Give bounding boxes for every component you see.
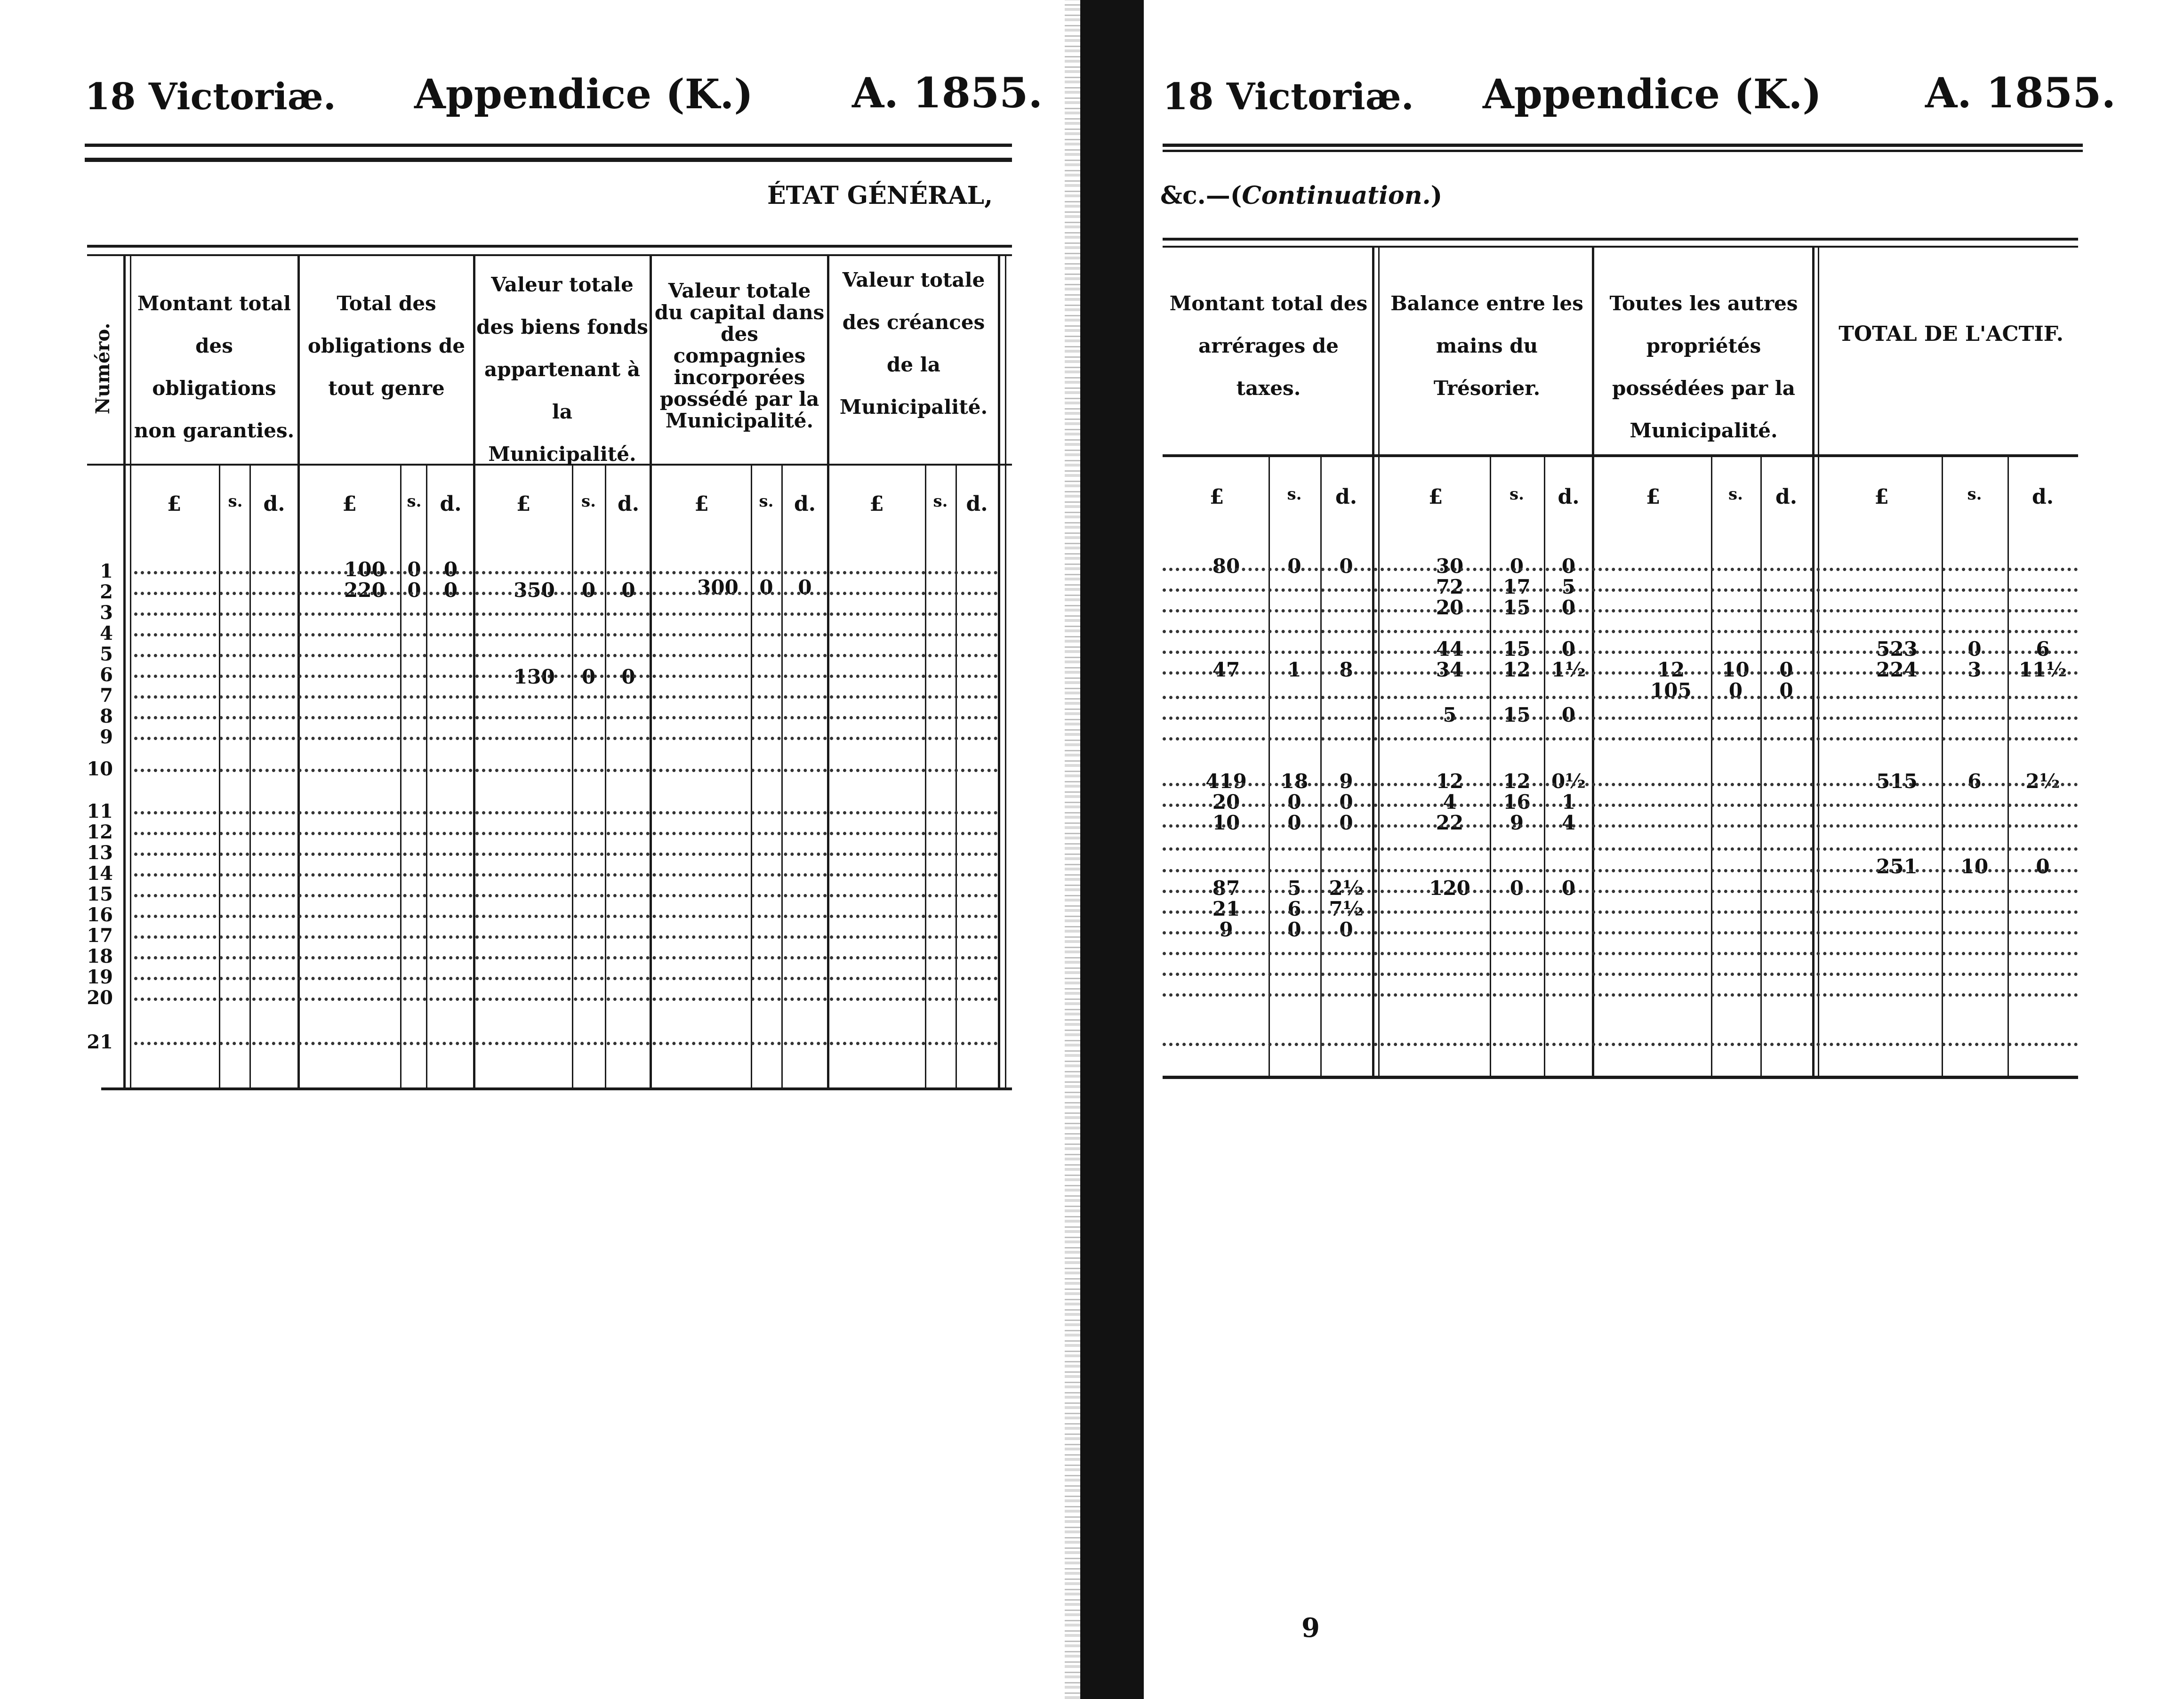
left-col-sep-0b — [130, 254, 131, 1087]
cell-arrears-pence: 7½ — [1329, 897, 1364, 920]
row-number: 18 — [87, 945, 113, 967]
right-col-sep-3 — [1812, 246, 1815, 1076]
unit-pound: £ — [1646, 485, 1661, 509]
right-session-header: 18 Victoriæ. — [1163, 75, 1414, 118]
cell-arrears-pound: 419 — [1205, 770, 1247, 793]
left-col-sep-3 — [650, 254, 652, 1087]
cell-treasurer-shilling: 9 — [1510, 811, 1524, 834]
right-sub-sep — [2007, 454, 2009, 1076]
unit-pence: d. — [1775, 485, 1798, 509]
col-head-company-capital: Valeur totale du capital dans des compagnies incorporées possédé par la Municipalité. — [654, 279, 825, 432]
cell-total-shilling: 3 — [1967, 658, 1982, 681]
cell-total-pence: 0 — [2036, 855, 2050, 878]
cell-treasurer-pound: 20 — [1436, 596, 1464, 619]
cell-treasurer-shilling: 0 — [1510, 555, 1524, 578]
col-head-receivables: Valeur totale des créances de la Municipalité. — [839, 268, 988, 419]
cell-treasurer-pound: 44 — [1436, 637, 1464, 660]
cell-treasurer-shilling: 16 — [1503, 790, 1531, 813]
left-table-top-rule — [87, 245, 1012, 248]
unit-shilling: s. — [1287, 485, 1302, 504]
left-col-sep-5b — [1005, 254, 1006, 1087]
right-sub-sep — [1544, 454, 1545, 1076]
left-sub-sep — [925, 464, 926, 1087]
cell-real-estate-pound: 130 — [514, 665, 555, 688]
unit-pence: d. — [263, 492, 285, 516]
left-sub-sep — [956, 464, 957, 1087]
cell-total-obligations-pound: 100 — [344, 558, 385, 581]
cell-total-obligations-pence: 0 — [443, 558, 458, 581]
right-table-bottom-rule — [1163, 1076, 2078, 1079]
cell-total-shilling: 10 — [1960, 855, 1989, 878]
row-number: 4 — [100, 622, 113, 644]
cell-arrears-shilling: 1 — [1287, 658, 1301, 681]
row-number: 10 — [87, 758, 113, 780]
row-number: 14 — [87, 862, 113, 885]
cell-treasurer-pence: 0½ — [1551, 770, 1586, 793]
cell-treasurer-pound: 12 — [1436, 770, 1464, 793]
row-number: 3 — [100, 602, 113, 624]
col-head-total-obligations: Total des obligations de tout genre — [307, 292, 466, 400]
left-header-rule-2 — [85, 158, 1012, 162]
row-header-label: Numéro. — [92, 322, 114, 414]
unit-pound: £ — [1428, 485, 1443, 509]
cell-arrears-pence: 2½ — [1329, 877, 1364, 900]
cell-arrears-pence: 9 — [1339, 770, 1353, 793]
left-table-bottom-rule — [101, 1087, 1012, 1090]
left-sub-sep — [400, 464, 401, 1087]
left-session-header: 18 Victoriæ. — [85, 75, 336, 118]
unit-pence: d. — [966, 492, 988, 516]
right-header-rule-2 — [1163, 150, 2083, 152]
row-number: 12 — [87, 821, 113, 843]
left-year-header: A. 1855. — [852, 68, 1043, 117]
right-header-rule-1 — [1163, 144, 2083, 147]
col-head-tax-arrears: Montant total des arrérages de taxes. — [1169, 292, 1368, 400]
cell-other-pound: 12 — [1657, 658, 1685, 681]
cell-arrears-pence: 0 — [1339, 555, 1353, 578]
cell-real-estate-pence: 0 — [621, 579, 635, 602]
unit-pence: d. — [617, 492, 640, 516]
cell-arrears-pound: 87 — [1212, 877, 1240, 900]
left-col-sep-1 — [297, 254, 300, 1087]
unit-pence: d. — [440, 492, 462, 516]
cell-company-capital-shilling: 0 — [759, 576, 773, 599]
left-col-sep-2 — [473, 254, 475, 1087]
right-col-sep-1b — [1378, 246, 1380, 1076]
unit-shilling: s. — [407, 492, 422, 511]
right-sub-sep — [1490, 454, 1491, 1076]
cell-arrears-shilling: 0 — [1287, 790, 1301, 813]
cell-treasurer-shilling: 0 — [1510, 877, 1524, 900]
cell-treasurer-pence: 4 — [1561, 811, 1576, 834]
cell-treasurer-pence: 0 — [1561, 596, 1576, 619]
cell-treasurer-shilling: 12 — [1503, 770, 1531, 793]
unit-shilling: s. — [759, 492, 774, 511]
cell-treasurer-pound: 4 — [1443, 790, 1457, 813]
right-table-top-rule-2 — [1163, 246, 2078, 248]
unit-shilling: s. — [581, 492, 596, 511]
cell-treasurer-pound: 34 — [1436, 658, 1464, 681]
cell-total-pound: 251 — [1876, 855, 1918, 878]
cell-treasurer-shilling: 15 — [1503, 703, 1531, 726]
cell-other-pound: 105 — [1650, 679, 1692, 702]
right-table-top-rule — [1163, 238, 2078, 241]
cell-real-estate-pence: 0 — [621, 665, 635, 688]
right-sub-sep — [1760, 454, 1762, 1076]
left-col-sep-5 — [998, 254, 1000, 1087]
col-head-real-estate: Valeur totale des biens fonds appartenant à la Municipalité. — [476, 273, 648, 466]
cell-treasurer-pence: 0 — [1561, 555, 1576, 578]
row-number: 2 — [100, 581, 113, 603]
row-number: 19 — [87, 966, 113, 988]
row-number: 8 — [100, 705, 113, 727]
cell-treasurer-pound: 120 — [1429, 877, 1470, 900]
unit-pence: d. — [1558, 485, 1580, 509]
cell-treasurer-pence: 1½ — [1551, 658, 1586, 681]
cell-total-pence: 6 — [2036, 637, 2050, 660]
row-number: 6 — [100, 664, 113, 686]
cell-real-estate-pound: 350 — [514, 579, 555, 602]
row-number: 21 — [87, 1031, 113, 1053]
left-col-sep-0 — [123, 254, 126, 1087]
cell-total-shilling: 0 — [1967, 637, 1982, 660]
right-sub-sep — [1269, 454, 1270, 1076]
cell-total-obligations-shilling: 0 — [407, 558, 421, 581]
cell-treasurer-shilling: 17 — [1503, 575, 1531, 598]
col-head-total-assets: TOTAL DE L'ACTIF. — [1839, 322, 2064, 346]
cell-total-shilling: 6 — [1967, 770, 1982, 793]
left-appendix-header: Appendice (K.) — [414, 71, 754, 118]
row-number: 1 — [100, 560, 113, 582]
left-table-top-rule-2 — [87, 254, 1012, 256]
left-header-rule-1 — [85, 144, 1012, 147]
unit-pound: £ — [167, 492, 182, 516]
row-number: 17 — [87, 925, 113, 947]
cell-treasurer-shilling: 12 — [1503, 658, 1531, 681]
unit-pound: £ — [869, 492, 884, 516]
right-sub-sep — [1711, 454, 1712, 1076]
cell-other-pence: 0 — [1779, 658, 1793, 681]
unit-pence: d. — [1335, 485, 1357, 509]
cell-arrears-shilling: 6 — [1287, 897, 1301, 920]
cell-treasurer-pence: 0 — [1561, 637, 1576, 660]
cell-arrears-pound: 20 — [1212, 790, 1240, 813]
cell-treasurer-pence: 5 — [1561, 575, 1576, 598]
row-number: 16 — [87, 904, 113, 926]
left-sub-sep — [572, 464, 573, 1087]
right-col-sep-2 — [1592, 246, 1594, 1076]
cell-arrears-pound: 80 — [1212, 555, 1240, 578]
cell-total-pound: 523 — [1876, 637, 1918, 660]
cell-arrears-shilling: 0 — [1287, 555, 1301, 578]
left-sub-sep — [219, 464, 220, 1087]
cell-arrears-pound: 47 — [1212, 658, 1240, 681]
row-number: 7 — [100, 684, 113, 707]
cell-arrears-pence: 0 — [1339, 790, 1353, 813]
cell-treasurer-shilling: 15 — [1503, 596, 1531, 619]
right-appendix-header: Appendice (K.) — [1483, 71, 1822, 118]
col-head-treasurer-balance: Balance entre les mains du Trésorier. — [1390, 292, 1583, 400]
right-table-header-rule — [1163, 454, 2078, 457]
unit-pence: d. — [2031, 485, 2054, 509]
unit-shilling: s. — [228, 492, 243, 511]
right-sub-sep — [1942, 454, 1943, 1076]
col-head-other-property: Toutes les autres propriétés possédées par la Municipalité. — [1609, 292, 1798, 442]
page-number: 9 — [1301, 1612, 1320, 1643]
cell-arrears-pound: 10 — [1212, 811, 1240, 834]
left-sub-sep — [426, 464, 427, 1087]
cell-arrears-pound: 9 — [1219, 918, 1233, 941]
left-sub-sep — [249, 464, 251, 1087]
unit-shilling: s. — [1967, 485, 1982, 504]
cell-total-obligations-pound: 220 — [344, 579, 385, 602]
row-number: 20 — [87, 987, 113, 1009]
col-head-unsecured-obligations: Montant total des obligations non garanties. — [134, 292, 295, 442]
unit-pound: £ — [1209, 485, 1224, 509]
unit-pound: £ — [1874, 485, 1889, 509]
cell-total-pound: 515 — [1876, 770, 1918, 793]
cell-real-estate-shilling: 0 — [581, 665, 596, 688]
unit-pound: £ — [516, 492, 531, 516]
cell-total-pence: 11½ — [2018, 658, 2067, 681]
cell-total-obligations-shilling: 0 — [407, 579, 421, 602]
cell-total-pence: 2½ — [2025, 770, 2060, 793]
cell-real-estate-shilling: 0 — [581, 579, 596, 602]
right-year-header: A. 1855. — [1925, 68, 2116, 117]
row-number: 9 — [100, 726, 113, 748]
cell-total-pound: 224 — [1876, 658, 1918, 681]
cell-company-capital-pence: 0 — [798, 576, 812, 599]
cell-arrears-pound: 21 — [1212, 897, 1240, 920]
unit-shilling: s. — [933, 492, 948, 511]
cell-treasurer-pence: 1 — [1561, 790, 1576, 813]
cell-arrears-pence: 0 — [1339, 918, 1353, 941]
left-sub-sep — [781, 464, 783, 1087]
right-page-subtitle: &c.—(Continuation.) — [1160, 181, 1443, 210]
cell-treasurer-pound: 30 — [1436, 555, 1464, 578]
cell-treasurer-pence: 0 — [1561, 877, 1576, 900]
cell-other-shilling: 0 — [1728, 679, 1743, 702]
cell-treasurer-pound: 22 — [1436, 811, 1464, 834]
left-col-sep-4 — [827, 254, 829, 1087]
cell-treasurer-shilling: 15 — [1503, 637, 1531, 660]
right-col-sep-3b — [1818, 246, 1819, 1076]
unit-shilling: s. — [1728, 485, 1743, 504]
left-sub-sep — [751, 464, 752, 1087]
row-number: 13 — [87, 842, 113, 864]
row-number: 11 — [87, 800, 113, 822]
cell-other-shilling: 10 — [1722, 658, 1750, 681]
right-col-sep-1 — [1372, 246, 1374, 1076]
left-sub-sep — [605, 464, 606, 1087]
cell-other-pence: 0 — [1779, 679, 1793, 702]
cell-arrears-pence: 8 — [1339, 658, 1353, 681]
left-page-title: ÉTAT GÉNÉRAL, — [767, 181, 993, 210]
book-gutter — [1080, 0, 1144, 1699]
cell-arrears-shilling: 5 — [1287, 877, 1301, 900]
cell-total-obligations-pence: 0 — [443, 579, 458, 602]
right-sub-sep — [1320, 454, 1322, 1076]
unit-pound: £ — [342, 492, 357, 516]
unit-shilling: s. — [1510, 485, 1524, 504]
cell-arrears-shilling: 18 — [1280, 770, 1309, 793]
cell-company-capital-pound: 300 — [697, 576, 739, 599]
cell-treasurer-pence: 0 — [1561, 703, 1576, 726]
cell-arrears-shilling: 0 — [1287, 918, 1301, 941]
unit-pence: d. — [794, 492, 816, 516]
row-number: 5 — [100, 643, 113, 665]
cell-treasurer-pound: 72 — [1436, 575, 1464, 598]
cell-arrears-shilling: 0 — [1287, 811, 1301, 834]
cell-arrears-pence: 0 — [1339, 811, 1353, 834]
cell-treasurer-pound: 5 — [1443, 703, 1457, 726]
unit-pound: £ — [694, 492, 709, 516]
row-number: 15 — [87, 883, 113, 905]
